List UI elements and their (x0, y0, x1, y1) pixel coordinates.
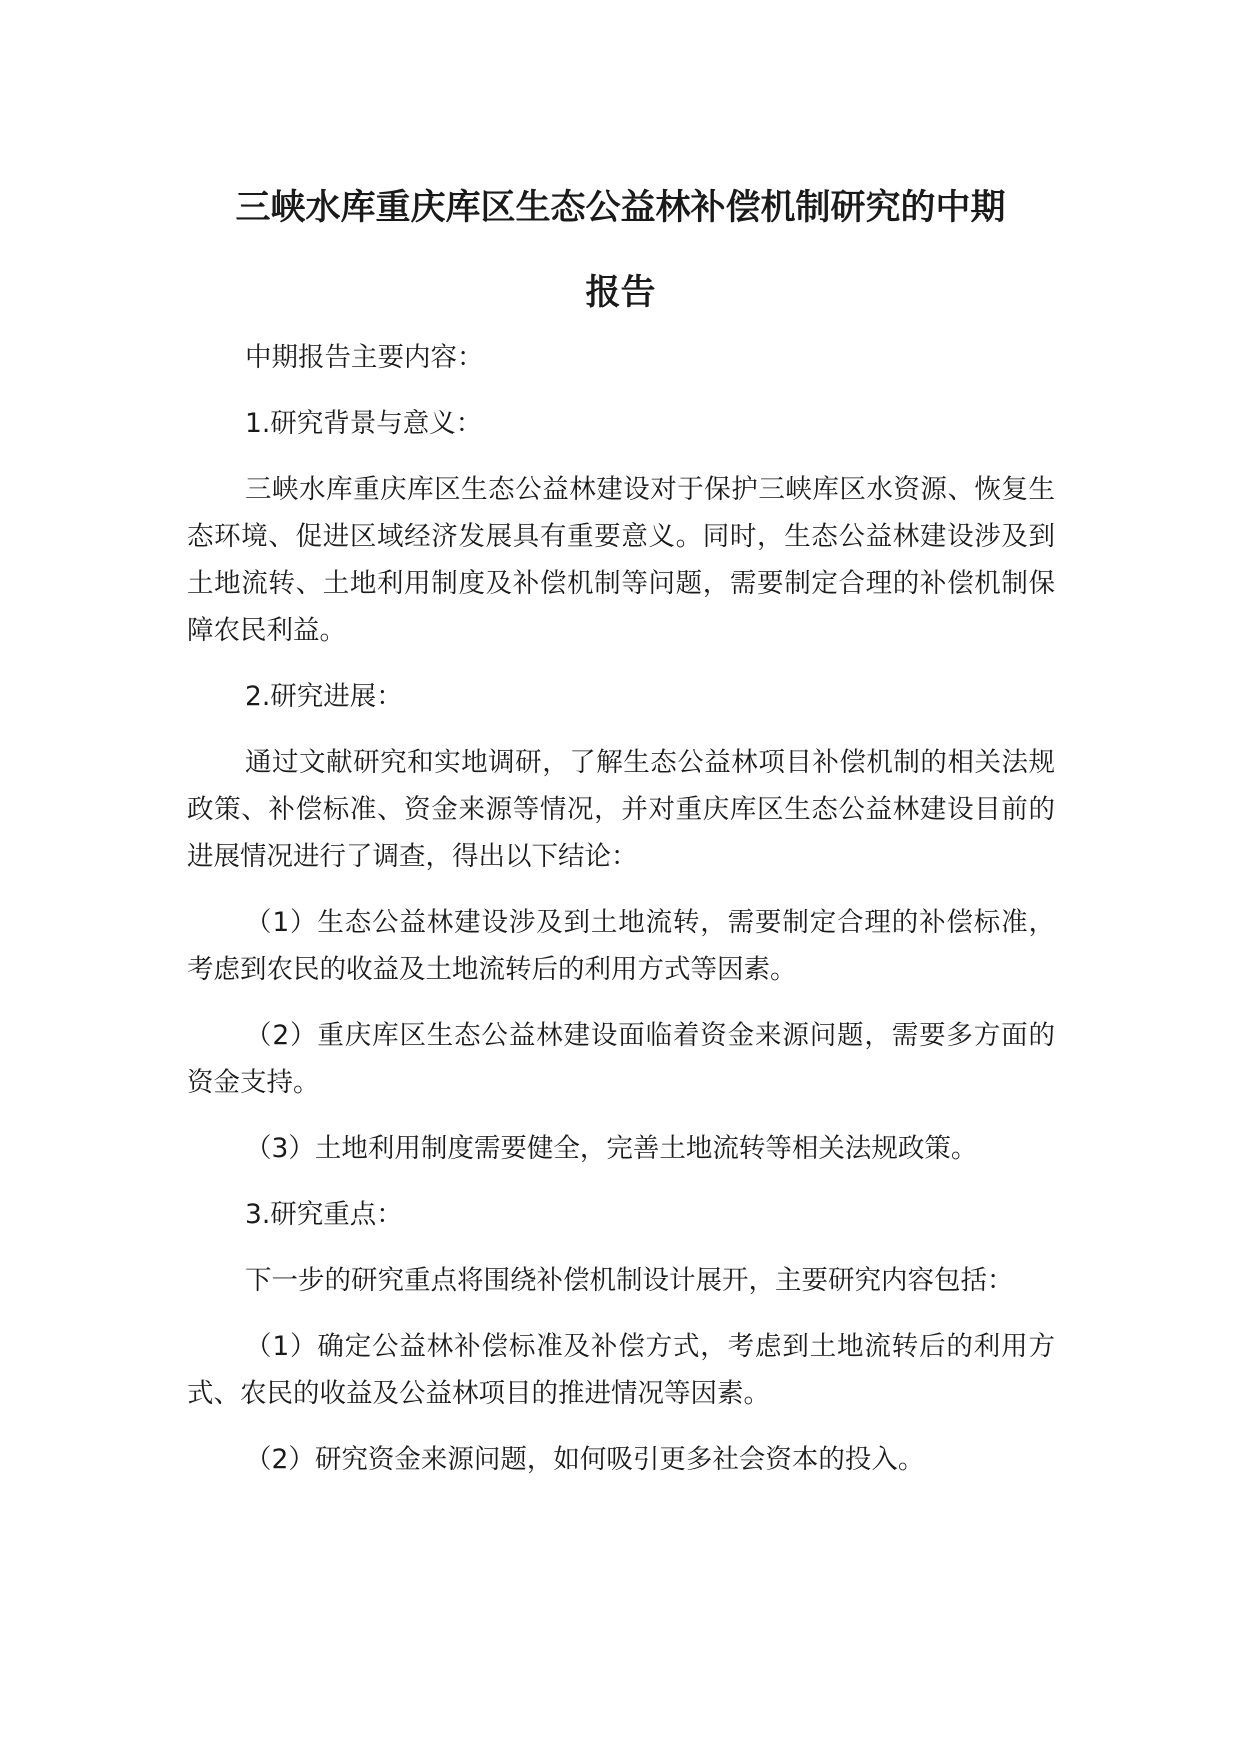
document-body (187, 334, 1055, 1502)
focus-item-1: （1）确定公益林补偿标准及补偿方式，考虑到土地流转后的利用方式、农民的收益及公益林项目的推进情况等因素。 (187, 1331, 1055, 1409)
conclusion-item-3: （3）土地利用制度需要健全，完善土地流转等相关法规政策。 (245, 1133, 978, 1164)
conclusion-item-1: （1）生态公益林建设涉及到土地流转，需要制定合理的补偿标准，考虑到农民的收益及土地流转后的利用方式等因素。 (187, 907, 1055, 985)
document-title-line-2: 报告 (585, 273, 656, 313)
paragraph-progress: 通过文献研究和实地调研，了解生态公益林项目补偿机制的相关法规政策、补偿标准、资金来源等情况，并对重庆库区生态公益林建设目前的进展情况进行了调查，得出以下结论： (187, 747, 1055, 872)
paragraph-focus: 下一步的研究重点将围绕补偿机制设计展开，主要研究内容包括： (245, 1265, 1014, 1296)
conclusion-item-2: （2）重庆库区生态公益林建设面临着资金来源问题，需要多方面的资金支持。 (187, 1020, 1055, 1098)
document-title-line-1: 三峡水库重庆库区生态公益林补偿机制研究的中期 (235, 188, 1006, 228)
section-heading-focus: 3.研究重点： (245, 1199, 403, 1230)
section-heading-progress: 2.研究进展： (245, 681, 403, 712)
section-heading-background: 1.研究背景与意义： (245, 408, 483, 439)
paragraph-intro: 中期报告主要内容： (245, 342, 484, 373)
focus-item-2: （2）研究资金来源问题，如何吸引更多社会资本的投入。 (245, 1444, 925, 1475)
paragraph-background: 三峡水库重庆库区生态公益林建设对于保护三峡库区水资源、恢复生态环境、促进区域经济发展具有重要意义。同时，生态公益林建设涉及到土地流转、土地利用制度及补偿机制等问题，需要制定合理的补偿机制保障农民利益。 (187, 474, 1055, 646)
